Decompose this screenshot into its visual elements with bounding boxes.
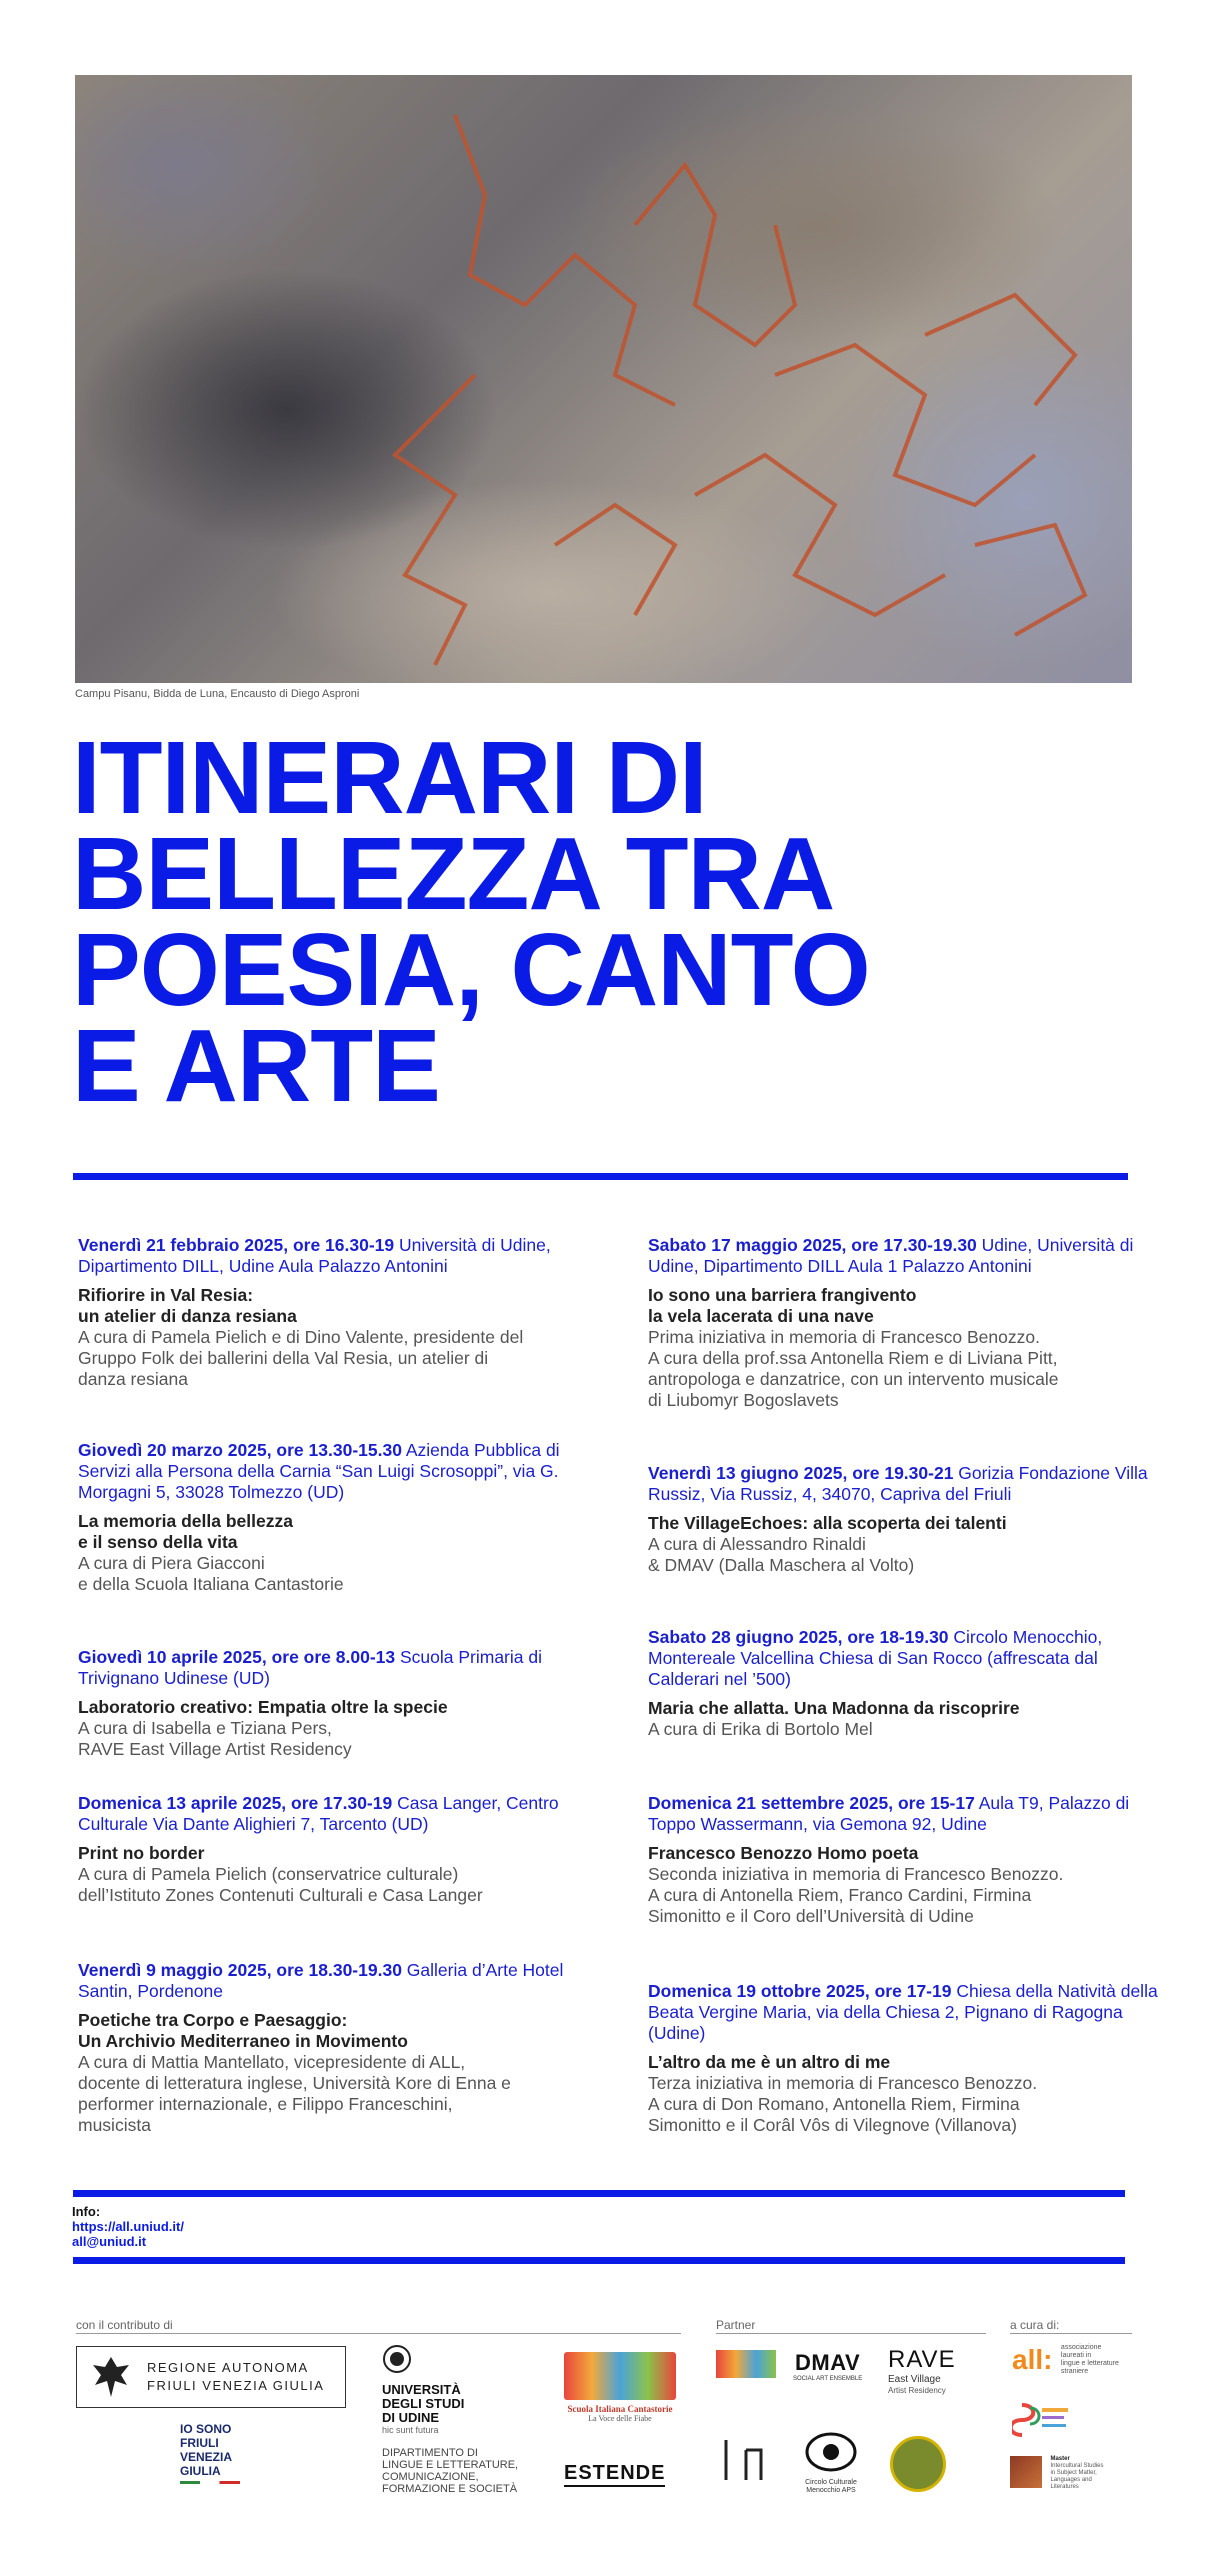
event-date-place xyxy=(78,1793,598,1835)
event-item xyxy=(78,1960,598,2136)
menocchio-line: Menocchio APS xyxy=(806,2487,856,2494)
event-title-line: Poetiche tra Corpo e Paesaggio: xyxy=(78,2010,348,2030)
event-title-line: la vela lacerata di una nave xyxy=(648,1306,874,1326)
event-desc-line: & DMAV (Dalla Maschera al Volto) xyxy=(648,1555,915,1575)
event-desc-line: musicista xyxy=(78,2115,151,2135)
all-logo xyxy=(1012,2344,1119,2376)
event-title xyxy=(648,1513,1168,1534)
event-title xyxy=(78,1843,598,1864)
acura-label: a cura di: xyxy=(1010,2318,1060,2332)
menocchio-icon xyxy=(803,2430,859,2474)
menocchio-line: Circolo Culturale xyxy=(805,2479,857,2486)
dmav-name: DMAV xyxy=(795,2350,861,2375)
image-caption: Campu Pisanu, Bidda de Luna, Encausto di Diego Asproni xyxy=(75,688,360,700)
event-description xyxy=(78,2052,598,2136)
event-desc-line: Prima iniziativa in memoria di Francesco Benozzo. xyxy=(648,1327,1040,1347)
event-date-place xyxy=(648,1793,1168,1835)
all-text-line: laureati in xyxy=(1060,2352,1092,2359)
uni-line: UNIVERSITÀ xyxy=(382,2382,461,2397)
event-date: Venerdì 9 maggio 2025, ore 18.30-19.30 xyxy=(78,1960,402,1980)
event-title xyxy=(648,1698,1168,1719)
event-date: Venerdì 13 giugno 2025, ore 19.30-21 xyxy=(648,1463,954,1483)
menocchio-logo xyxy=(796,2430,866,2495)
event-date-place xyxy=(78,1235,598,1277)
event-desc-line: A cura di Antonella Riem, Franco Cardini, Firmina xyxy=(648,1885,1032,1905)
uniud-logo xyxy=(382,2344,518,2495)
flag-stripe xyxy=(180,2481,240,2484)
event-description xyxy=(78,1553,598,1595)
event-title-line: La memoria della bellezza xyxy=(78,1511,293,1531)
event-desc-line: Seconda iniziativa in memoria di Francesco Benozzo. xyxy=(648,1864,1064,1884)
event-date-place xyxy=(78,1647,598,1689)
io-sono-line: IO SONO xyxy=(180,2422,232,2436)
uni-line: DEGLI STUDI xyxy=(382,2396,465,2411)
event-place: Università di Udine, Dipartimento DILL, Udine Aula Palazzo Antonini xyxy=(78,1235,551,1276)
event-item xyxy=(648,1793,1168,1927)
event-desc-line: A cura di Pamela Pielich e di Dino Valente, presidente del xyxy=(78,1327,524,1347)
hero-artwork-image xyxy=(75,75,1132,683)
master-logo xyxy=(1010,2456,1103,2491)
event-item xyxy=(648,1981,1168,2136)
event-desc-line: A cura di Alessandro Rinaldi xyxy=(648,1534,866,1554)
event-desc-line: A cura di Piera Giacconi xyxy=(78,1553,265,1573)
event-desc-line: A cura di Isabella e Tiziana Pers, xyxy=(78,1718,332,1738)
event-title xyxy=(648,2052,1168,2073)
partner-rule xyxy=(716,2333,986,2334)
event-desc-line: docente di letteratura inglese, Università Kore di Enna e xyxy=(78,2073,511,2093)
event-date: Giovedì 20 marzo 2025, ore 13.30-15.30 xyxy=(78,1440,402,1460)
swirl-logo xyxy=(1012,2400,1072,2447)
event-desc-line: dell’Istituto Zones Contenuti Culturali e Casa Langer xyxy=(78,1885,483,1905)
event-title-line: Laboratorio creativo: Empatia oltre la specie xyxy=(78,1697,448,1717)
dmav-sub: SOCIAL ART ENSEMBLE xyxy=(793,2376,863,2382)
event-item xyxy=(648,1463,1168,1576)
event-date: Domenica 19 ottobre 2025, ore 17-19 xyxy=(648,1981,952,2001)
event-item xyxy=(648,1627,1168,1740)
event-item xyxy=(78,1793,598,1906)
event-date-place xyxy=(78,1440,598,1503)
master-mark xyxy=(1010,2456,1042,2488)
title-line: E ARTE xyxy=(72,1008,440,1123)
event-title xyxy=(648,1843,1168,1864)
contrib-rule xyxy=(76,2333,681,2334)
partner-label: Partner xyxy=(716,2318,756,2332)
event-date: Giovedì 10 aprile 2025, ore ore 8.00-13 xyxy=(78,1647,396,1667)
regione-line: REGIONE AUTONOMA xyxy=(147,2360,309,2375)
title-line: POESIA, CANTO xyxy=(72,912,870,1027)
event-title-line: e il senso della vita xyxy=(78,1532,238,1552)
event-desc-line: e della Scuola Italiana Cantastorie xyxy=(78,1574,344,1594)
university-seal-icon xyxy=(382,2344,412,2374)
event-title-line: Francesco Benozzo Homo poeta xyxy=(648,1843,919,1863)
event-desc-line: danza resiana xyxy=(78,1369,188,1389)
event-title-line: Print no border xyxy=(78,1843,205,1863)
io-sono-line: VENEZIA xyxy=(180,2450,233,2464)
dip-line: FORMAZIONE E SOCIETÀ xyxy=(382,2483,518,2495)
rave-sub: East Village xyxy=(888,2374,941,2385)
rave-logo xyxy=(888,2346,956,2396)
event-place: Aula T9, Palazzo di Toppo Wassermann, via Gemona 92, Udine xyxy=(648,1793,1130,1834)
dip-line: LINGUE E LETTERATURE, xyxy=(382,2459,519,2471)
info-block xyxy=(72,2204,184,2249)
event-desc-line: Gruppo Folk dei ballerini della Val Resia, un atelier di xyxy=(78,1348,489,1368)
event-date: Venerdì 21 febbraio 2025, ore 16.30-19 xyxy=(78,1235,395,1255)
event-description xyxy=(648,1327,1168,1411)
event-desc-line: A cura di Erika di Bortolo Mel xyxy=(648,1719,873,1739)
event-place: Circolo Menocchio, Montereale Valcellina Chiesa di San Rocco (affrescata dal Calderari nel ’500) xyxy=(648,1627,1103,1689)
event-description xyxy=(78,1327,598,1390)
event-date: Sabato 17 maggio 2025, ore 17.30-19.30 xyxy=(648,1235,977,1255)
event-desc-line: A cura di Pamela Pielich (conservatrice culturale) xyxy=(78,1864,459,1884)
master-line: Master xyxy=(1050,2456,1070,2462)
event-place: Scuola Primaria di Trivignano Udinese (UD) xyxy=(78,1647,542,1688)
event-title-line: The VillageEchoes: alla scoperta dei talenti xyxy=(648,1513,1007,1533)
event-title xyxy=(78,1511,598,1553)
event-place: Galleria d’Arte Hotel Santin, Pordenone xyxy=(78,1960,564,2001)
event-title xyxy=(78,2010,598,2052)
event-date: Domenica 13 aprile 2025, ore 17.30-19 xyxy=(78,1793,393,1813)
event-title xyxy=(648,1285,1168,1327)
event-item xyxy=(78,1440,598,1595)
dip-line: DIPARTIMENTO DI xyxy=(382,2447,478,2459)
regione-line: FRIULI VENEZIA GIULIA xyxy=(147,2378,325,2393)
page-title xyxy=(72,720,1152,1123)
event-description xyxy=(78,1718,598,1760)
cantastorie-line: La Voce delle Fiabe xyxy=(588,2414,652,2423)
event-date-place xyxy=(648,1235,1168,1277)
event-date-place xyxy=(648,1627,1168,1690)
event-date-place xyxy=(648,1463,1168,1505)
round-seal-logo xyxy=(890,2436,946,2492)
villa-russiz-logo xyxy=(716,2430,776,2490)
artwork-red-lines xyxy=(75,75,1132,683)
event-date: Domenica 21 settembre 2025, ore 15-17 xyxy=(648,1793,975,1813)
event-desc-line: Terza iniziativa in memoria di Francesco Benozzo. xyxy=(648,2073,1038,2093)
event-title-line: Rifiorire in Val Resia: xyxy=(78,1285,254,1305)
info-top-divider xyxy=(73,2190,1125,2197)
io-sono-fvg-logo xyxy=(180,2422,240,2484)
info-bottom-divider xyxy=(73,2257,1125,2264)
event-item xyxy=(78,1235,598,1390)
all-logo-mark: all: xyxy=(1012,2344,1053,2375)
event-title-line: Maria che allatta. Una Madonna da riscoprire xyxy=(648,1698,1020,1718)
event-place: Casa Langer, Centro Culturale Via Dante Alighieri 7, Tarcento (UD) xyxy=(78,1793,559,1834)
event-item xyxy=(648,1235,1168,1411)
event-desc-line: A cura di Mattia Mantellato, vicepresidente di ALL, xyxy=(78,2052,466,2072)
event-desc-line: A cura della prof.ssa Antonella Riem e di Liviana Pitt, xyxy=(648,1348,1058,1368)
event-title-line: un atelier di danza resiana xyxy=(78,1306,297,1326)
event-title-line: Un Archivio Mediterraneo in Movimento xyxy=(78,2031,408,2051)
io-sono-line: FRIULI xyxy=(180,2436,219,2450)
event-title xyxy=(78,1285,598,1327)
event-title-line: L’altro da me è un altro di me xyxy=(648,2052,891,2072)
master-line: in Subject Matter, xyxy=(1050,2470,1097,2476)
event-date: Sabato 28 giugno 2025, ore 18-19.30 xyxy=(648,1627,949,1647)
info-url-link[interactable]: https://all.uniud.it/ xyxy=(72,2219,184,2234)
title-divider xyxy=(73,1173,1128,1180)
master-line: Literatures xyxy=(1050,2484,1079,2490)
event-item xyxy=(78,1647,598,1760)
event-description xyxy=(648,1864,1168,1927)
event-description xyxy=(78,1864,598,1906)
event-desc-line: performer internazionale, e Filippo Franceschini, xyxy=(78,2094,453,2114)
event-desc-line: A cura di Don Romano, Antonella Riem, Firmina xyxy=(648,2094,1020,2114)
dip-line: COMUNICAZIONE, xyxy=(382,2471,479,2483)
master-line: Intercultural Studies xyxy=(1050,2463,1104,2469)
info-label: Info: xyxy=(72,2204,101,2219)
io-sono-line: GIULIA xyxy=(180,2464,221,2478)
all-text-line: lingue e letterature xyxy=(1060,2360,1119,2367)
cantastorie-text xyxy=(564,2404,676,2423)
title-line: ITINERARI DI xyxy=(72,720,707,835)
dmav-logo xyxy=(793,2350,862,2382)
event-place: Gorizia Fondazione Villa Russiz, Via Russiz, 4, 34070, Capriva del Friuli xyxy=(648,1463,1148,1504)
event-desc-line: RAVE East Village Artist Residency xyxy=(78,1739,352,1759)
uni-line: DI UDINE xyxy=(382,2410,440,2425)
contrib-label: con il contributo di xyxy=(76,2318,173,2332)
villa-icon xyxy=(716,2430,776,2490)
regione-fvg-logo xyxy=(76,2346,346,2408)
event-description xyxy=(648,2073,1168,2136)
event-title-line: Io sono una barriera frangivento xyxy=(648,1285,917,1305)
all-text-line: associazione xyxy=(1060,2344,1102,2351)
event-date-place xyxy=(648,1981,1168,2044)
event-description xyxy=(648,1719,1168,1740)
cantastorie-line: Scuola Italiana Cantastorie xyxy=(567,2404,673,2414)
uni-motto: hic sunt futura xyxy=(382,2425,439,2435)
estende-logo: ESTENDE xyxy=(564,2462,665,2487)
partner-colorful-logo xyxy=(716,2350,776,2378)
rave-name: RAVE xyxy=(888,2346,956,2373)
event-desc-line: antropologa e danzatrice, con un intervento musicale xyxy=(648,1369,1059,1389)
event-desc-line: Simonitto e il Coro dell’Università di Udine xyxy=(648,1906,974,1926)
all-text-line: straniere xyxy=(1060,2368,1089,2375)
master-line: Languages and xyxy=(1050,2477,1092,2483)
event-place: Azienda Pubblica di Servizi alla Persona della Carnia “San Luigi Scrosoppi”, via G. Morgagni 5, 33028 Tolmezzo (UD) xyxy=(78,1440,560,1502)
event-desc-line: di Liubomyr Bogoslavets xyxy=(648,1390,839,1410)
event-date-place xyxy=(78,1960,598,2002)
event-place: Udine, Università di Udine, Dipartimento DILL Aula 1 Palazzo Antonini xyxy=(648,1235,1134,1276)
rave-sub: Artist Residency xyxy=(888,2386,946,2395)
event-place: Chiesa della Natività della Beata Vergine Maria, via della Chiesa 2, Pignano di Ragogna (Udine) xyxy=(648,1981,1158,2043)
event-desc-line: Simonitto e il Corâl Vôs di Vilegnove (Villanova) xyxy=(648,2115,1017,2135)
acura-rule xyxy=(1010,2333,1132,2334)
title-line: BELLEZZA TRA xyxy=(72,816,835,931)
info-email-link[interactable]: all@uniud.it xyxy=(72,2234,147,2249)
event-description xyxy=(648,1534,1168,1576)
eagle-icon xyxy=(85,2351,137,2403)
swirl-icon xyxy=(1012,2400,1072,2442)
cantastorie-logo xyxy=(564,2352,676,2400)
event-title xyxy=(78,1697,598,1718)
